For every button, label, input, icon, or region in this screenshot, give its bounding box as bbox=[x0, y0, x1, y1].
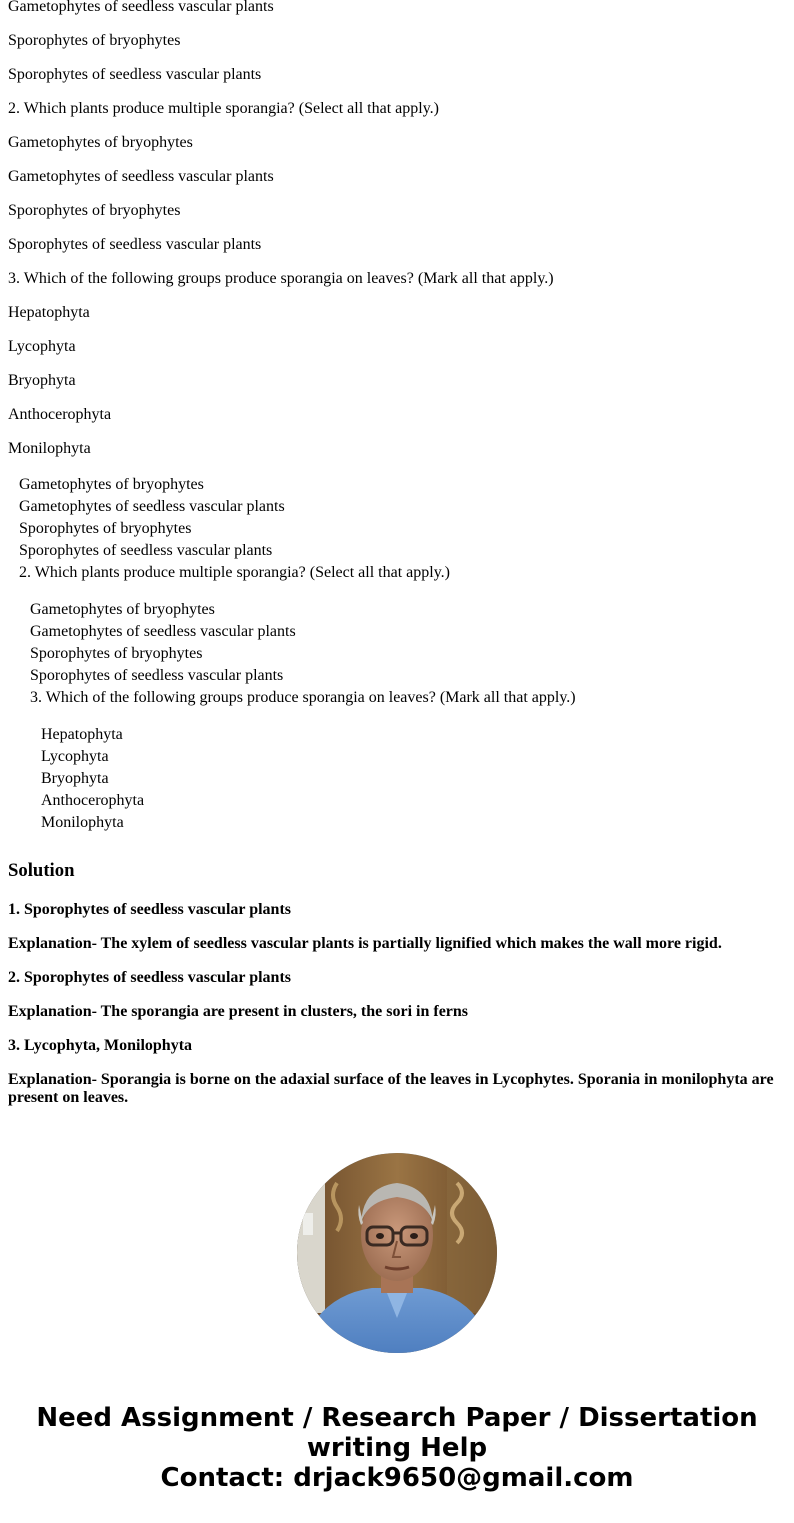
nested-list-item: Sporophytes of seedless vascular plants bbox=[19, 542, 273, 559]
solution-heading: Solution bbox=[8, 860, 75, 881]
footer-contact-banner bbox=[0, 1403, 794, 1493]
answer-option-text: Sporophytes of bryophytes bbox=[8, 202, 181, 219]
answer-option-text: Gametophytes of bryophytes bbox=[8, 134, 193, 151]
answer-option-text: Monilophyta bbox=[8, 440, 91, 457]
author-photo bbox=[297, 1153, 497, 1353]
solution-explanation-3: Explanation- Sporangia is borne on the adaxial surface of the leaves in Lycophytes. Sporania in monilophyta are present on leaves. bbox=[8, 1071, 774, 1106]
answer-option-text: Bryophyta bbox=[8, 372, 76, 389]
nested-list-item: Sporophytes of bryophytes bbox=[19, 520, 192, 537]
answer-option-text: Lycophyta bbox=[8, 338, 76, 355]
nested-list-item: Bryophyta bbox=[41, 770, 109, 787]
nested-list-item: Gametophytes of seedless vascular plants bbox=[19, 498, 285, 515]
solution-answer-2: 2. Sporophytes of seedless vascular plants bbox=[8, 969, 291, 986]
solution-explanation-1: Explanation- The xylem of seedless vascular plants is partially lignified which makes the wall more rigid. bbox=[8, 935, 722, 952]
nested-list-item: 3. Which of the following groups produce sporangia on leaves? (Mark all that apply.) bbox=[30, 689, 576, 706]
answer-option-text: Hepatophyta bbox=[8, 304, 90, 321]
nested-list-item: Gametophytes of bryophytes bbox=[30, 601, 215, 618]
nested-list-item: Lycophyta bbox=[41, 748, 109, 765]
footer-line-2: writing Help bbox=[306, 1433, 488, 1463]
solution-answer-1: 1. Sporophytes of seedless vascular plants bbox=[8, 901, 291, 918]
answer-option-text: Sporophytes of seedless vascular plants bbox=[8, 236, 262, 253]
answer-option-text: Sporophytes of seedless vascular plants bbox=[8, 66, 262, 83]
nested-list-item: 2. Which plants produce multiple sporangia? (Select all that apply.) bbox=[19, 564, 450, 581]
question-3-text: 3. Which of the following groups produce sporangia on leaves? (Mark all that apply.) bbox=[8, 270, 554, 287]
footer-line-1: Need Assignment / Research Paper / Dissertation bbox=[36, 1403, 758, 1433]
author-avatar bbox=[297, 1153, 497, 1353]
nested-list-item: Gametophytes of bryophytes bbox=[19, 476, 204, 493]
answer-option-text: Gametophytes of seedless vascular plants bbox=[8, 168, 274, 185]
nested-list-item: Monilophyta bbox=[41, 814, 124, 831]
answer-option-text: Anthocerophyta bbox=[8, 406, 112, 423]
nested-list-item: Sporophytes of seedless vascular plants bbox=[30, 667, 284, 684]
nested-list-item: Gametophytes of seedless vascular plants bbox=[30, 623, 296, 640]
nested-list-item: Sporophytes of bryophytes bbox=[30, 645, 203, 662]
footer-contact-email[interactable]: Contact: drjack9650@gmail.com bbox=[160, 1463, 634, 1493]
nested-list-item: Hepatophyta bbox=[41, 726, 123, 743]
nested-list-item: Anthocerophyta bbox=[41, 792, 145, 809]
answer-option-text: Sporophytes of bryophytes bbox=[8, 32, 181, 49]
solution-answer-3: 3. Lycophyta, Monilophyta bbox=[8, 1037, 193, 1054]
answer-option-text: Gametophytes of seedless vascular plants bbox=[8, 0, 274, 15]
solution-explanation-2: Explanation- The sporangia are present in clusters, the sori in ferns bbox=[8, 1003, 469, 1020]
question-2-text: 2. Which plants produce multiple sporangia? (Select all that apply.) bbox=[8, 100, 439, 117]
